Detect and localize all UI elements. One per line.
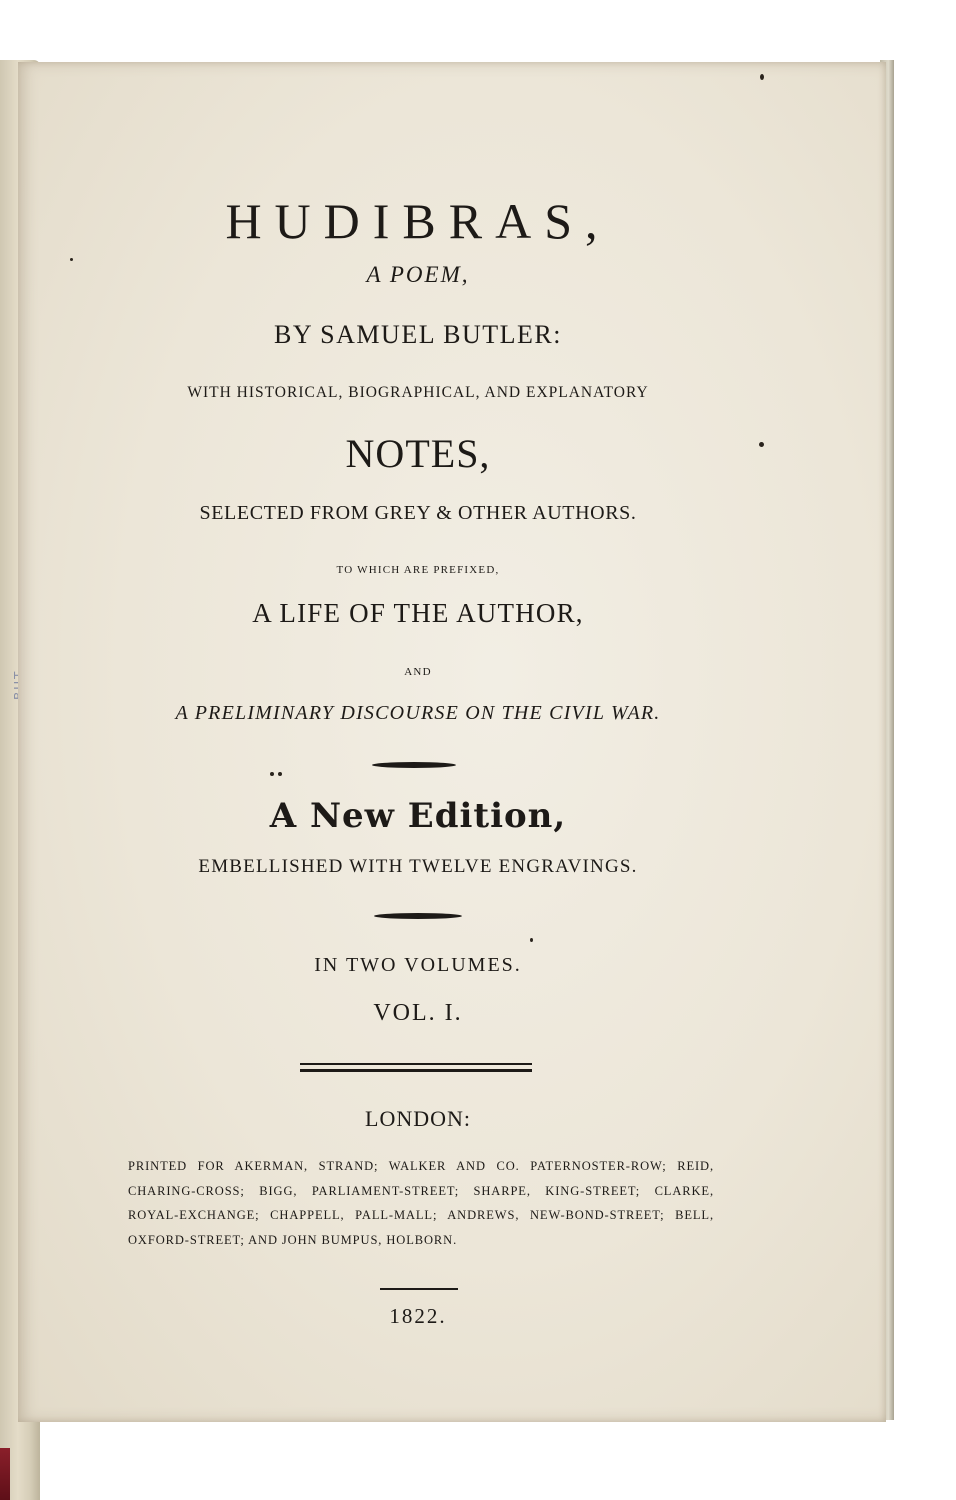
swell-rule-lower xyxy=(374,913,462,919)
life-heading: A LIFE OF THE AUTHOR, xyxy=(252,598,584,628)
imprint-place: LONDON: xyxy=(365,1106,471,1131)
ribbon-marker xyxy=(0,1448,10,1500)
book-subtitle: A POEM, xyxy=(366,262,470,287)
double-rule xyxy=(300,1063,532,1072)
imprint-publishers: PRINTED FOR AKERMAN, STRAND; WALKER AND CO. PATERNOSTER-ROW; REID, CHARING-CROSS; BIGG, PARLIAMENT-STREET; SHARPE, KING-STREET; CLARKE, ROYAL-EXCHANGE; CHAPPELL, PALL-MALL; ANDREWS, NEW-BOND-STREET; BELL, OXFORD-STREET; AND JOHN BUMPUS, HOLBORN. xyxy=(128,1159,714,1247)
prefixed-line: TO WHICH ARE PREFIXED, xyxy=(336,564,500,576)
foxing-spot xyxy=(70,258,73,261)
foxing-spot xyxy=(270,772,274,776)
volumes-line: IN TWO VOLUMES. xyxy=(314,954,522,976)
thin-rule xyxy=(380,1288,458,1290)
title-page xyxy=(18,62,886,1422)
title-page-text xyxy=(18,62,886,1422)
foxing-spot xyxy=(760,74,764,80)
foxing-spot xyxy=(530,938,533,942)
notes-intro: WITH HISTORICAL, BIOGRAPHICAL, AND EXPLANATORY xyxy=(187,384,649,401)
selected-line: SELECTED FROM GREY & OTHER AUTHORS. xyxy=(199,502,637,524)
foxing-spot xyxy=(278,772,282,776)
edition-line: A New Edition, xyxy=(269,796,567,836)
embellished-line: EMBELLISHED WITH TWELVE ENGRAVINGS. xyxy=(198,856,638,877)
discourse-line: A PRELIMINARY DISCOURSE ON THE CIVIL WAR. xyxy=(175,702,661,724)
book-title: HUDIBRAS, xyxy=(225,193,611,249)
volume-number: VOL. I. xyxy=(373,1000,463,1026)
imprint-year: 1822. xyxy=(389,1304,447,1328)
author-line: BY SAMUEL BUTLER: xyxy=(274,320,562,349)
foxing-spot xyxy=(759,442,764,447)
notes-heading: NOTES, xyxy=(345,431,491,476)
swell-rule-upper xyxy=(372,762,456,768)
and-line: AND xyxy=(404,666,432,678)
